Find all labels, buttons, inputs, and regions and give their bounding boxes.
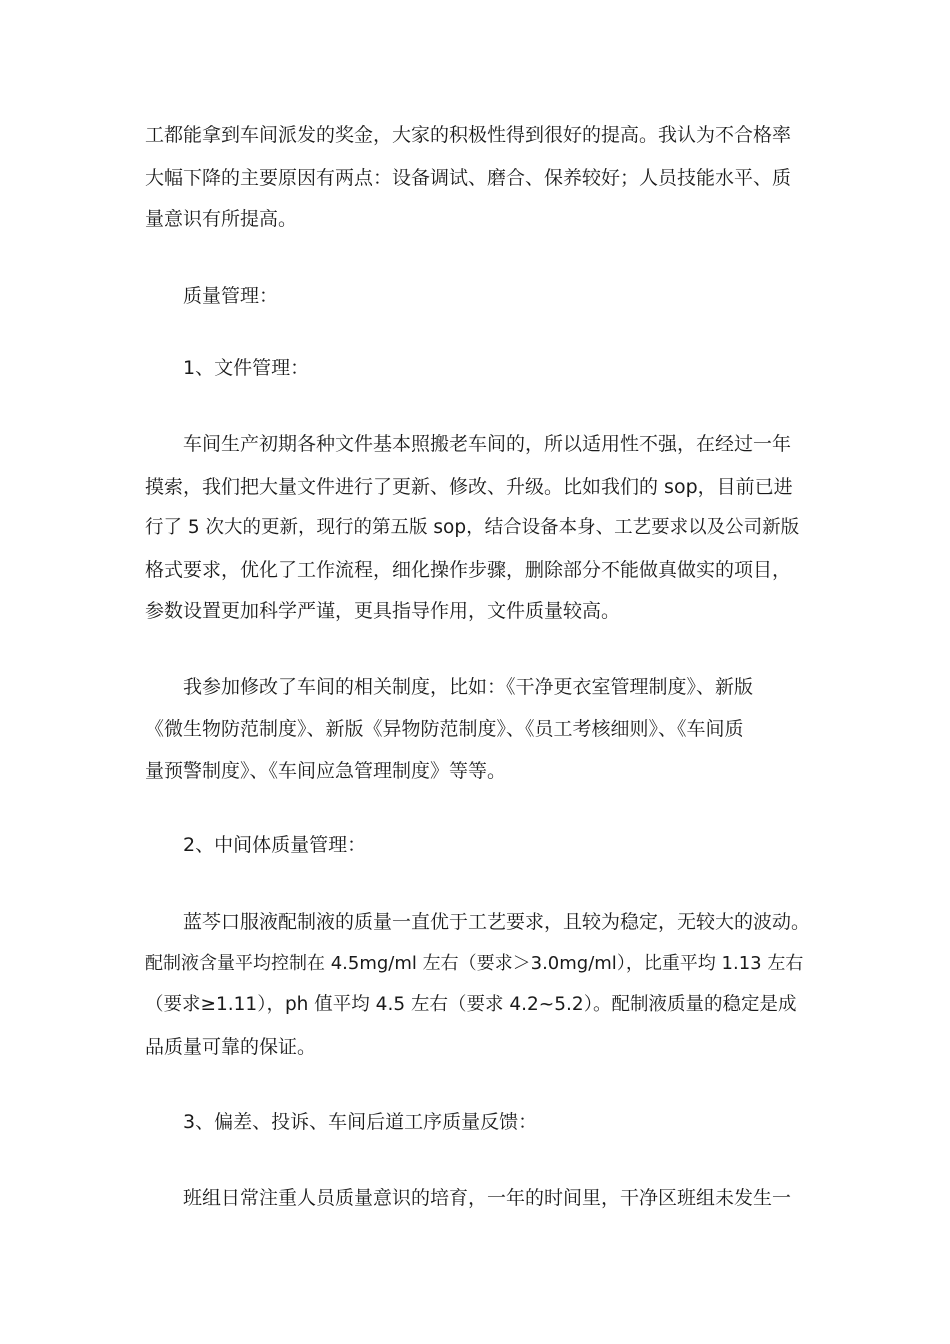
section-heading: 质量管理： [183, 285, 279, 307]
paragraph-line: （要求≥1.11），ph 值平均 4.5 左右（要求 4.2~5.2）。配制液质量的稳定是成 [145, 994, 797, 1015]
paragraph-line: 品质量可靠的保证。 [145, 1036, 317, 1058]
paragraph-line: 摸索，我们把大量文件进行了更新、修改、升级。比如我们的 sop，目前已进 [145, 476, 793, 498]
paragraph-line: 《微生物防范制度》、新版《异物防范制度》、《员工考核细则》、《车间质 [145, 718, 744, 740]
paragraph-line: 车间生产初期各种文件基本照搬老车间的，所以适用性不强，在经过一年 [183, 433, 792, 455]
subsection-heading: 2、中间体质量管理： [183, 834, 367, 856]
paragraph-line: 行了 5 次大的更新，现行的第五版 sop，结合设备本身、工艺要求以及公司新版 [145, 517, 800, 538]
paragraph-line: 大幅下降的主要原因有两点：设备调试、磨合、保养较好；人员技能水平、质 [145, 167, 792, 189]
paragraph-line: 配制液含量平均控制在 4.5mg/ml 左右（要求＞3.0mg/ml），比重平均 1.13 左右 [145, 953, 804, 974]
paragraph-line: 量预警制度》、《车间应急管理制度》等等。 [145, 760, 507, 782]
paragraph-line: 班组日常注重人员质量意识的培育，一年的时间里，干净区班组未发生一 [183, 1187, 792, 1209]
subsection-heading: 3、偏差、投诉、车间后道工序质量反馈： [183, 1111, 538, 1133]
paragraph-line: 我参加修改了车间的相关制度，比如：《干净更衣室管理制度》、新版 [183, 676, 754, 698]
paragraph-line: 格式要求，优化了工作流程，细化操作步骤，删除部分不能做真做实的项目， [145, 559, 792, 581]
paragraph-line: 工都能拿到车间派发的奖金，大家的积极性得到很好的提高。我认为不合格率 [145, 124, 792, 146]
paragraph-line: 蓝芩口服液配制液的质量一直优于工艺要求，且较为稳定，无较大的波动。 [183, 911, 811, 933]
subsection-heading: 1、文件管理： [183, 357, 310, 379]
paragraph-line: 量意识有所提高。 [145, 208, 298, 230]
paragraph-line: 参数设置更加科学严谨，更具指导作用，文件质量较高。 [145, 600, 621, 622]
